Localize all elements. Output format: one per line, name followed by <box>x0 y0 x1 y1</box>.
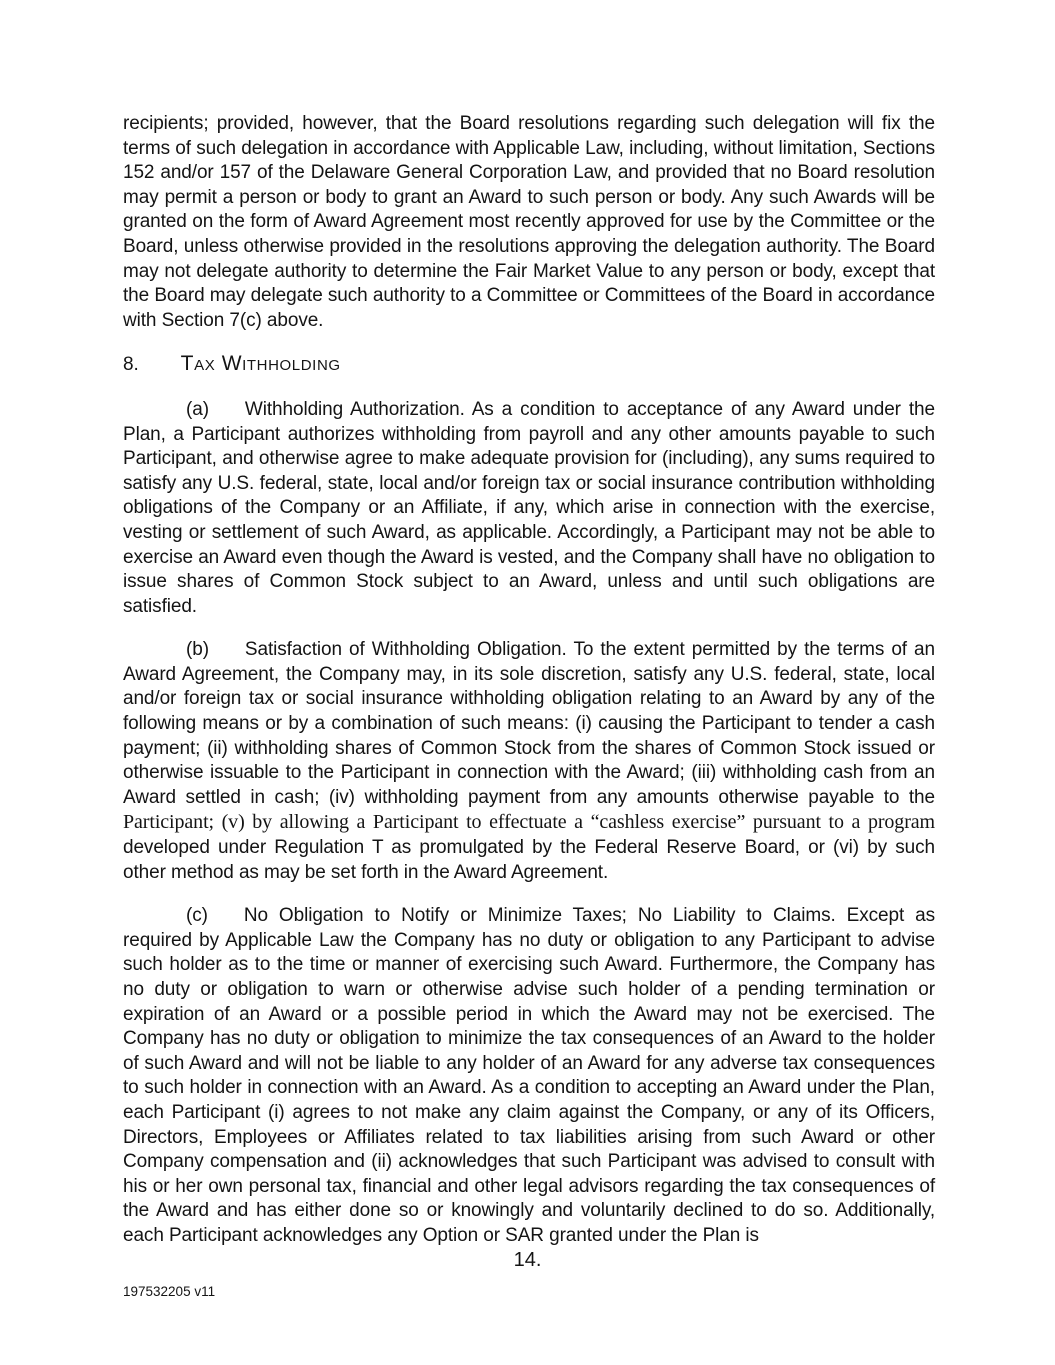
document-id: 197532205 v11 <box>123 1284 216 1299</box>
subsection-b-body-lead: To the extent permitted by the terms of an Award Agreement, the Company may, in its sole discretion, satisfy any U.S. federal, state, local and/or foreign tax or social insurance withholding obligation relating to an Award by any of the following means or by a combination of such means: (i) causing the Participant to tender a cash payment; (ii) withholding shares of Common Stock from the shares of Common Stock issued or otherwise issuable to the Participant in connection with the Award; (iii) withholding cash from an Award settled in cash; (iv) withholding payment from any amounts otherwise payable to the <box>123 639 935 808</box>
section-title: Tax Withholding <box>180 352 341 376</box>
subsection-a-body: As a condition to acceptance of any Award under the Plan, a Participant authorizes withholding from payroll and any other amounts payable to such Participant, and otherwise agree to make adequate provision for (including), any sums required to satisfy any U.S. federal, state, local and/or foreign tax or social insurance contribution withholding obligations of the Company or an Affiliate, if any, which arise in connection with the exercise, vesting or settlement of such Award, as applicable. Accordingly, a Participant may not be able to exercise an Award even though the Award is vested, and the Company shall have no obligation to issue shares of Common Stock subject to an Award, unless and until such obligations are satisfied. <box>123 398 935 617</box>
page-number: 14. <box>513 1249 542 1271</box>
subsection-b-letter: (b) <box>186 639 209 661</box>
subsection-b-title: Satisfaction of Withholding Obligation. <box>244 639 567 661</box>
subsection-b <box>123 638 935 885</box>
subsection-c-title: No Obligation to Notify or Minimize Taxes; No Liability to Claims. <box>243 905 836 927</box>
section-heading <box>123 352 935 378</box>
subsection-a <box>123 398 935 619</box>
subsection-c-body: Except as required by Applicable Law the Company has no duty or obligation to any Participant to advise such holder as to the time or manner of exercising such Award. Furthermore, the Company has no duty or obligation to warn or otherwise advise such holder of a pending termination or expiration of an Award or a possible period in which the Award may not be exercised. The Company has no duty or obligation to minimize the tax consequences of an Award to the holder of such Award and will not be liable to any holder of an Award for any adverse tax consequences to such holder in connection with an Award. As a condition to accepting an Award under the Plan, each Participant (i) agrees to not make any claim against the Company, or any of its Officers, Directors, Employees or Affiliates related to tax liabilities arising from such Award or other Company compensation and (ii) acknowledges that such Participant was advised to consult with his or her own personal tax, financial and other legal advisors regarding the tax consequences of the Award and has either done so or knowingly and voluntarily declined to do so. Additionally, each Participant acknowledges any Option or SAR granted under the Plan is <box>123 905 935 1246</box>
subsection-c <box>123 904 935 1248</box>
subsection-b-body-tail: developed under Regulation T as promulgated by the Federal Reserve Board, or (vi) by such other method as may be set forth in the Award Agreement. <box>123 837 935 883</box>
section-number: 8. <box>123 354 139 376</box>
subsection-a-letter: (a) <box>186 398 209 420</box>
subsection-c-letter: (c) <box>186 905 208 927</box>
intro-paragraph-text: recipients; provided, however, that the Board resolutions regarding such delegation will fix the terms of such delegation in accordance with Applicable Law, including, without limitation, Sections 152 and/or 157 of the Delaware General Corporation Law, and provided that no Board resolution may permit a person or body to grant an Award to such person or body. Any such Awards will be granted on the form of Award Agreement most recently approved for use by the Committee or the Board, unless otherwise provided in the resolutions approving the delegation authority. The Board may not delegate authority to determine the Fair Market Value to any person or body, except that the Board may delegate such authority to a Committee or Committees of the Board in accordance with Section 7(c) above. <box>123 113 935 331</box>
subsection-b-body-serif-segment: Participant; (v) by allowing a Participant to effectuate a “cashless exercise” pursuant to a program <box>123 811 935 834</box>
subsection-a-title: Withholding Authorization. <box>244 398 465 420</box>
intro-paragraph <box>123 112 935 333</box>
